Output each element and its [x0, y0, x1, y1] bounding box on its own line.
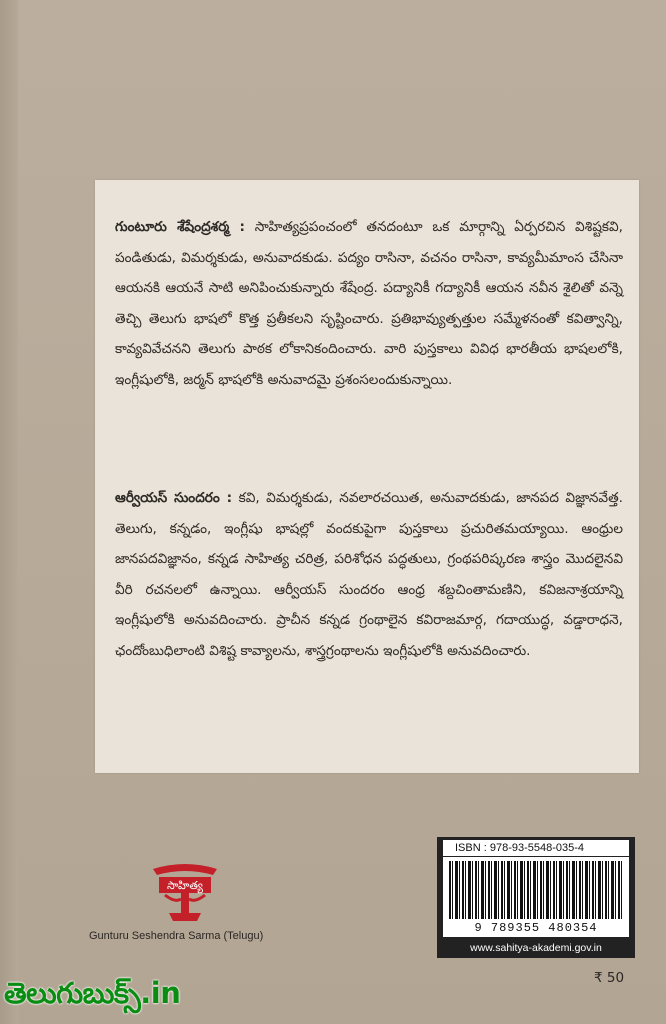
barcode-area: [443, 857, 629, 937]
cover-spine-edge: [0, 0, 18, 1024]
isbn-label: ISBN : 978-93-5548-035-4: [443, 840, 629, 856]
author-bio-text: సాహిత్యప్రపంచంలో తనదంటూ ఒక మార్గాన్ని ఏర్పరచిన విశిష్టకవి, పండితుడు, విమర్శకుడు, అనువాదకుడు. పద్యం రాసినా, వచనం రాసినా, కావ్యమీమాంస చేసినా ఆయనకి ఆయనే సాటి అనిపించుకున్నారు శేషేంద్ర. పద్యానికీ గద్యానికీ ఆయన నవీన శైలితో వన్నె తెచ్చి తెలుగు భాషలో కొత్త ప్రతీకలని సృష్టించారు. ప్రతిభావ్యుత్పత్తుల సమ్మేళనంతో కవిత్వాన్ని, కావ్యవివేచనని తెలుగు పాఠక లోకానికందించారు. వారి పుస్తకాలు వివిధ భారతీయ భాషలలోకి, ఇంగ్లీషులోకి, జర్మన్ భాషలోకి అనువాదమై ప్రశంసలందుకున్నాయి.: [115, 219, 623, 388]
author-bio-paragraph: [115, 212, 623, 395]
logo-base: [169, 913, 201, 921]
blurb-panel: [95, 180, 639, 773]
logo-left-flourish: [165, 895, 181, 900]
sahitya-akademi-logo: [145, 855, 225, 927]
isbn-barcode-box: [437, 837, 635, 958]
translator-bio-text: కవి, విమర్శకుడు, నవలారచయిత, అనువాదకుడు, జానపద విజ్ఞానవేత్త. తెలుగు, కన్నడం, ఇంగ్లీషు భాషల్లో వందకుపైగా పుస్తకాలు ప్రచురితమయ్యాయి. ఆంధ్రుల జానపదవిజ్ఞానం, కన్నడ సాహిత్య చరిత్ర, పరిశోధన పద్ధతులు, గ్రంథపరిష్కరణ శాస్త్రం మొదలైనవి వీరి రచనలలో ఉన్నాయి. ఆర్వీయస్ సుందరం ఆంధ్ర శబ్దచింతామణిని, కవిజనాశ్రయాన్ని ఇంగ్లీషులోకి అనువదించారు. ప్రాచీన కన్నడ గ్రంథాలైన కవిరాజమార్గ, గదాయుద్ధ, వడ్డారాధనె, ఛందోంబుధిలాంటి విశిష్ట కావ్యాలను, శాస్త్రగ్రంథాలను ఇంగ్లీషులోకి అనువదించారు.: [115, 490, 623, 659]
logo-top-arc: [153, 864, 217, 875]
publisher-url: www.sahitya-akademi.gov.in: [470, 942, 602, 954]
translator-bio-paragraph: [115, 483, 623, 666]
site-watermark: తెలుగుబుక్స్.in: [4, 976, 181, 1010]
translator-name: ఆర్వీయస్ సుందరం :: [115, 490, 233, 506]
logo-right-flourish: [189, 895, 205, 900]
barcode-digits: 9 789355 480354: [474, 921, 598, 935]
barcode-bars: [449, 861, 623, 919]
logo-stem: [181, 893, 189, 913]
logo-text: సాహిత్య: [167, 879, 203, 892]
publisher-title-line: Gunturu Seshendra Sarma (Telugu): [89, 930, 264, 942]
price-label: ₹ 50: [594, 970, 625, 986]
author-name: గుంటూరు శేషేంద్రశర్మ :: [115, 219, 245, 235]
